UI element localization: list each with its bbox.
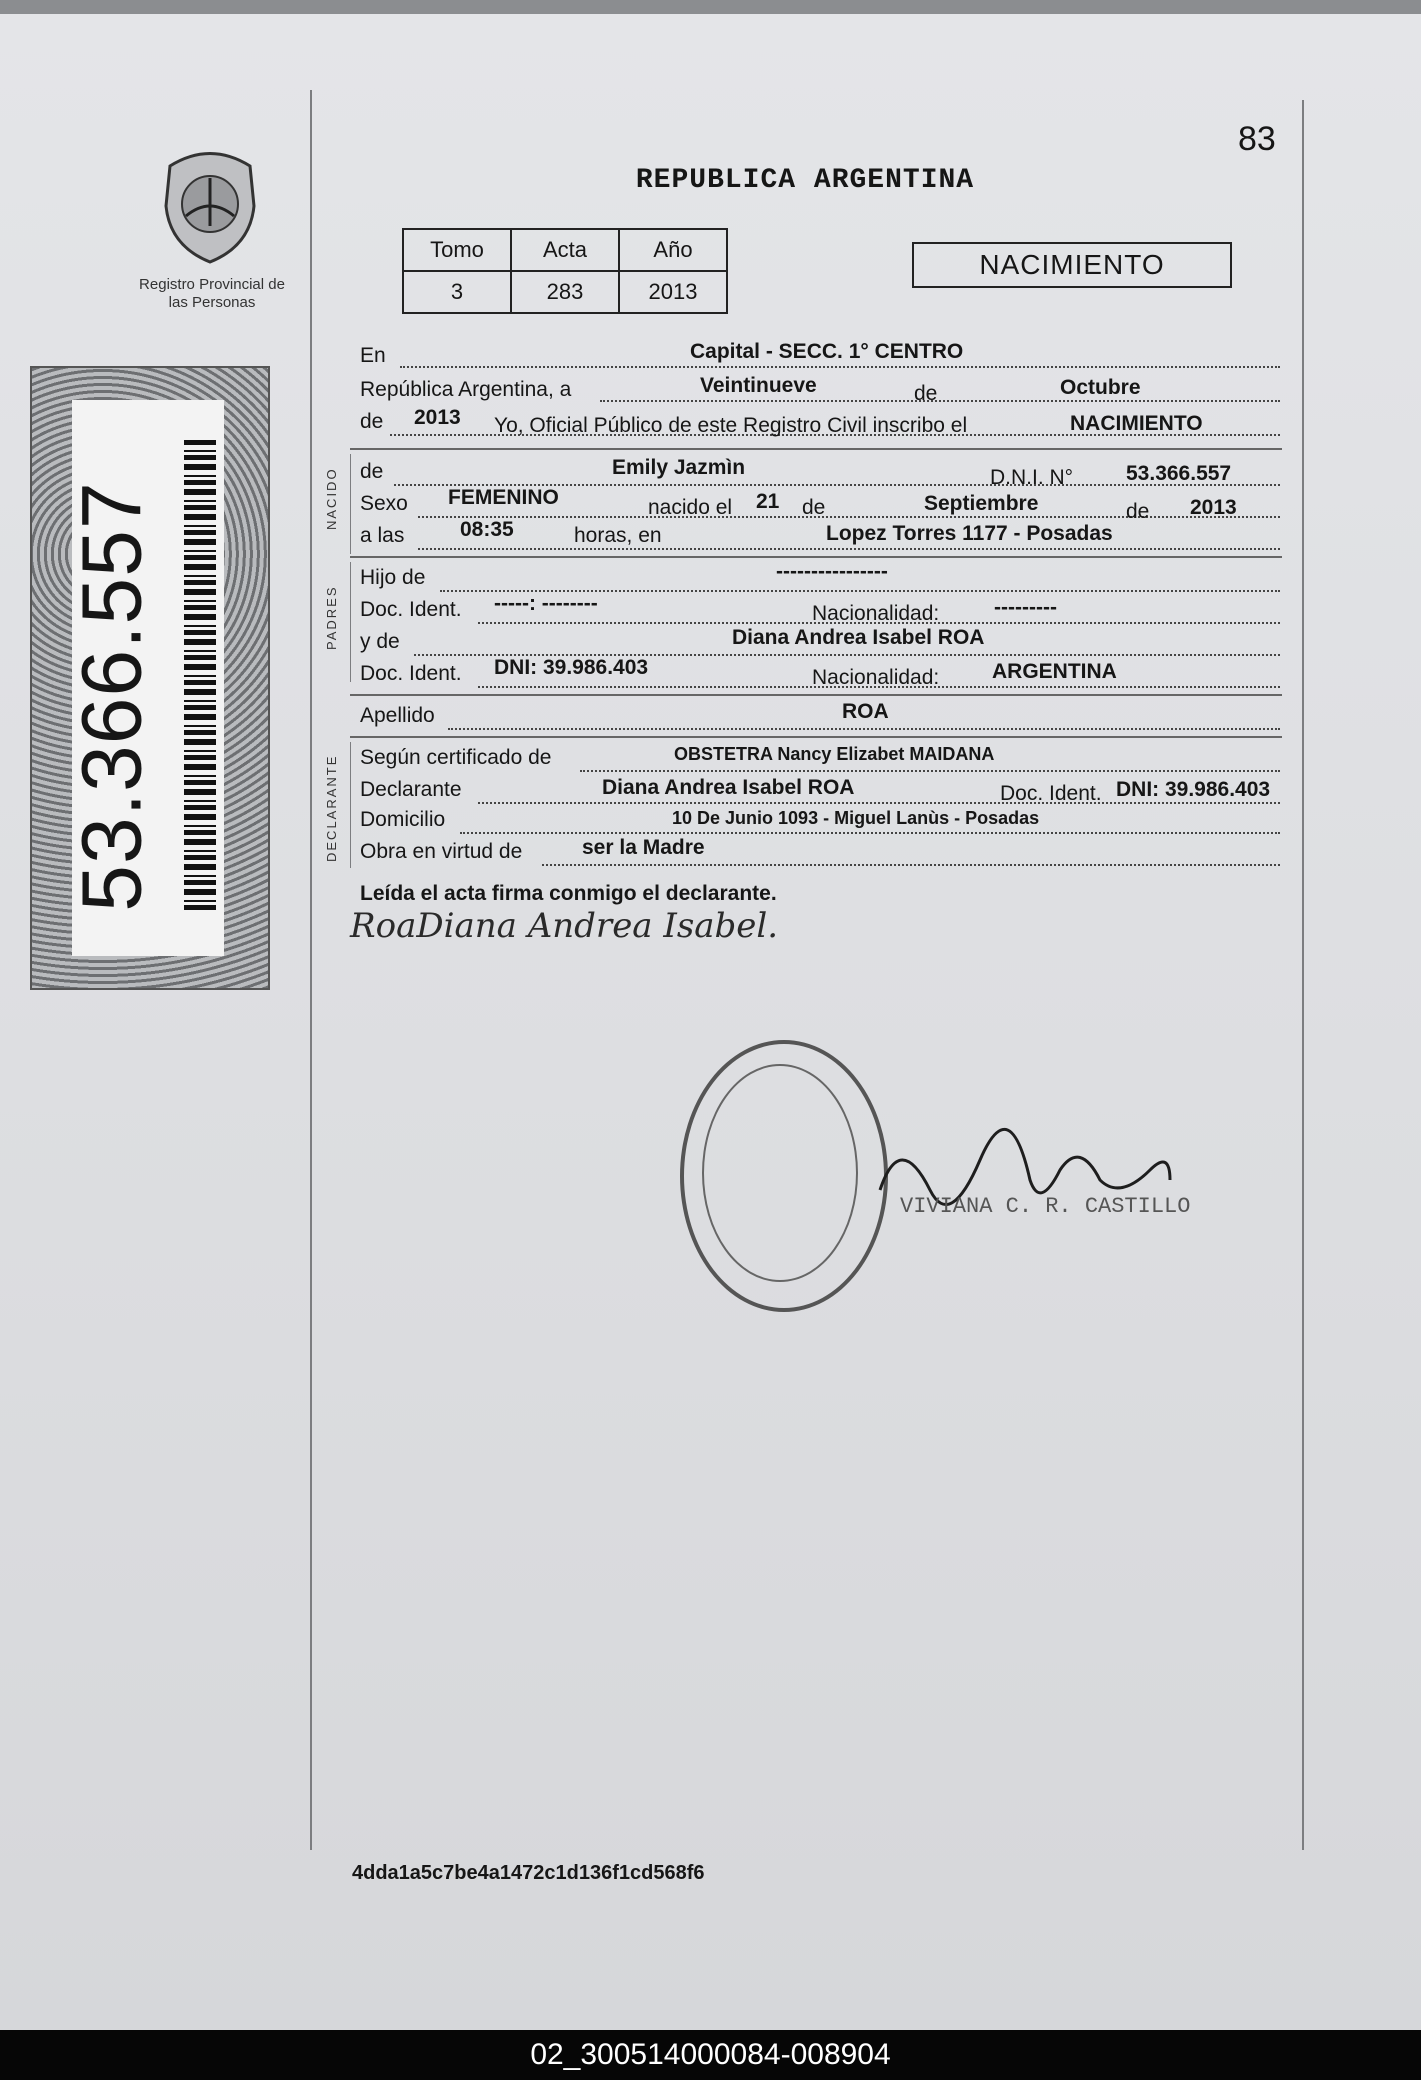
mother-name-value: Diana Andrea Isabel ROA (732, 626, 985, 649)
birth-time-value: 08:35 (460, 518, 514, 541)
birth-year-value: 2013 (1190, 496, 1237, 519)
registry-seal-inner (702, 1064, 858, 1282)
misiones-emblem-icon (150, 146, 270, 266)
form-label: y de (360, 630, 400, 653)
page-number: 83 (1238, 120, 1276, 158)
official-stamp-name: VIVIANA C. R. CASTILLO (900, 1194, 1191, 1219)
form-label: República Argentina, a (360, 378, 572, 401)
form-label: de (1126, 500, 1150, 523)
form-label: Nacionalidad: (812, 666, 940, 689)
sex-value: FEMENINO (448, 486, 559, 509)
form-label: Doc. Ident. (1000, 782, 1102, 805)
form-label: Doc. Ident. (360, 598, 462, 621)
form-label: D.N.I. N° (990, 466, 1074, 489)
year-value: 2013 (414, 406, 461, 429)
declarant-doc-value: DNI: 39.986.403 (1116, 778, 1271, 801)
side-stamp-number: 53.366.557 (64, 481, 159, 912)
section-label-declarante: DECLARANTE (324, 754, 339, 862)
form-label: de (360, 460, 384, 483)
record-type-box: NACIMIENTO (912, 242, 1232, 288)
form-label: Hijo de (360, 566, 426, 589)
left-margin-line (310, 90, 312, 1850)
child-dni-value: 53.366.557 (1126, 462, 1232, 485)
birth-day-value: 21 (756, 490, 780, 513)
mother-doc-value: DNI: 39.986.403 (494, 656, 649, 679)
right-margin-line (1302, 100, 1304, 1850)
father-nationality-value: --------- (994, 596, 1057, 619)
form-label: En (360, 344, 386, 367)
table-header: Acta (511, 229, 619, 271)
form-label: Obra en virtud de (360, 840, 523, 863)
section-label-padres: PADRES (324, 585, 339, 650)
birth-month-value: Septiembre (924, 492, 1039, 515)
form-label: Apellido (360, 704, 435, 727)
table-header: Tomo (403, 229, 511, 271)
table-cell: 283 (511, 271, 619, 313)
surname-value: ROA (842, 700, 889, 723)
form-label: de (360, 410, 384, 433)
country-heading: REPUBLICA ARGENTINA (635, 165, 975, 196)
month-value: Octubre (1060, 376, 1141, 399)
scan-top-edge (0, 0, 1421, 14)
child-name-value: Emily Jazmìn (612, 456, 746, 479)
mother-nationality-value: ARGENTINA (992, 660, 1117, 683)
closing-statement: Leída el acta firma conmigo el declarante. (360, 882, 777, 905)
form-label: Sexo (360, 492, 408, 515)
form-label: Según certificado de (360, 746, 552, 769)
form-label: Domicilio (360, 808, 446, 831)
form-label: de (802, 496, 826, 519)
dni-side-stamp (30, 366, 270, 990)
table-cell: 3 (403, 271, 511, 313)
barcode-icon (184, 440, 216, 910)
declarant-name-value: Diana Andrea Isabel ROA (602, 776, 855, 799)
registry-caption: Registro Provincial de las Personas (139, 276, 285, 311)
address-value: 10 De Junio 1093 - Miguel Lanùs - Posadas (672, 808, 1040, 828)
form-label: Declarante (360, 778, 462, 801)
section-label-nacido: NACIDO (324, 467, 339, 530)
day-words-value: Veintinueve (700, 374, 817, 397)
declarant-signature: RoaDiana Andrea Isabel. (350, 906, 779, 946)
official-signature-icon (870, 1070, 1180, 1250)
birth-place-value: Lopez Torres 1177 - Posadas (826, 522, 1113, 545)
certificate-value: OBSTETRA Nancy Elizabet MAIDANA (674, 744, 995, 764)
capacity-value: ser la Madre (582, 836, 705, 859)
registry-table (402, 228, 728, 314)
table-cell: 2013 (619, 271, 727, 313)
place-value: Capital - SECC. 1° CENTRO (690, 340, 964, 363)
form-label: a las (360, 524, 405, 547)
father-value: ---------------- (776, 560, 888, 583)
form-label: Nacionalidad: (812, 602, 940, 625)
document-hash: 4dda1a5c7be4a1472c1d136f1cd568f6 (352, 1862, 705, 1884)
form-label: Doc. Ident. (360, 662, 462, 685)
father-doc-value: -----: -------- (494, 592, 598, 615)
document-page (0, 10, 1421, 2030)
footer-id: 02_300514000084-008904 (0, 2030, 1421, 2080)
table-header: Año (619, 229, 727, 271)
form-label: horas, en (574, 524, 662, 547)
form-label: Yo, Oficial Público de este Registro Civil inscribo el (494, 414, 968, 437)
inscribe-value: NACIMIENTO (1070, 412, 1203, 435)
form-label: de (914, 382, 938, 405)
form-label: nacido el (648, 496, 733, 519)
